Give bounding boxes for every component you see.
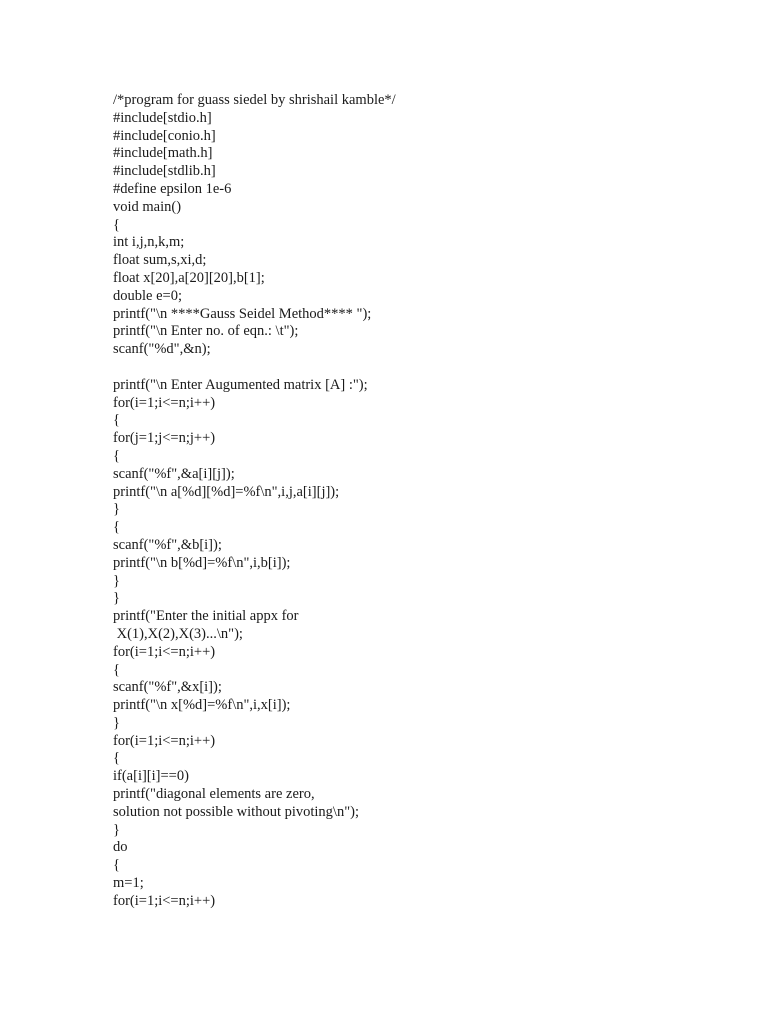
- code-line: printf("\n Enter Augumented matrix [A] :");: [113, 376, 368, 393]
- code-line: {: [113, 857, 120, 874]
- code-line: }: [113, 501, 120, 518]
- code-line: {: [113, 447, 120, 464]
- code-line: printf("\n x[%d]=%f\n",i,x[i]);: [113, 697, 291, 714]
- code-line: }: [113, 714, 120, 731]
- code-line: {: [113, 661, 120, 678]
- code-line: float x[20],a[20][20],b[1];: [113, 269, 265, 286]
- code-line: {: [113, 750, 120, 767]
- code-line: for(i=1;i<=n;i++): [113, 732, 216, 749]
- code-line: void main(): [113, 198, 182, 215]
- code-line: printf("diagonal elements are zero,: [113, 786, 315, 803]
- code-line: printf("\n ****Gauss Seidel Method**** ");: [113, 305, 372, 322]
- code-line: {: [113, 216, 120, 233]
- code-line: m=1;: [113, 875, 144, 892]
- code-line: /*program for guass siedel by shrishail kamble*/: [113, 92, 396, 108]
- code-line: }: [113, 590, 120, 607]
- code-line: }: [113, 821, 120, 838]
- code-line: solution not possible without pivoting\n");: [113, 803, 359, 820]
- code-line: scanf("%f",&b[i]);: [113, 536, 222, 553]
- code-line: printf("\n Enter no. of eqn.: \t");: [113, 323, 299, 340]
- code-line: [113, 359, 713, 377]
- code-line: printf("\n b[%d]=%f\n",i,b[i]);: [113, 554, 291, 571]
- code-line: #include[conio.h]: [113, 127, 216, 144]
- code-line: int i,j,n,k,m;: [113, 234, 185, 251]
- code-line: for(j=1;j<=n;j++): [113, 430, 216, 447]
- source-code-block: [113, 92, 713, 911]
- code-line: scanf("%d",&n);: [113, 341, 211, 358]
- code-line: }: [113, 572, 120, 589]
- code-line: double e=0;: [113, 287, 182, 304]
- code-line: #include[math.h]: [113, 145, 213, 162]
- code-line: do: [113, 839, 128, 856]
- code-line: for(i=1;i<=n;i++): [113, 643, 216, 660]
- code-line: for(i=1;i<=n;i++): [113, 892, 216, 909]
- code-line: scanf("%f",&a[i][j]);: [113, 465, 235, 482]
- code-line: #include[stdio.h]: [113, 109, 212, 126]
- code-line: if(a[i][i]==0): [113, 768, 189, 785]
- code-line: printf("Enter the initial appx for: [113, 608, 299, 625]
- code-line: X(1),X(2),X(3)...\n");: [113, 625, 243, 642]
- code-line: float sum,s,xi,d;: [113, 252, 207, 269]
- code-line: {: [113, 519, 120, 536]
- code-line: #define epsilon 1e-6: [113, 180, 232, 197]
- code-line: scanf("%f",&x[i]);: [113, 679, 222, 696]
- code-line: #include[stdlib.h]: [113, 163, 216, 180]
- code-line: for(i=1;i<=n;i++): [113, 394, 216, 411]
- code-line: printf("\n a[%d][%d]=%f\n",i,j,a[i][j]);: [113, 483, 340, 500]
- code-line: {: [113, 412, 120, 429]
